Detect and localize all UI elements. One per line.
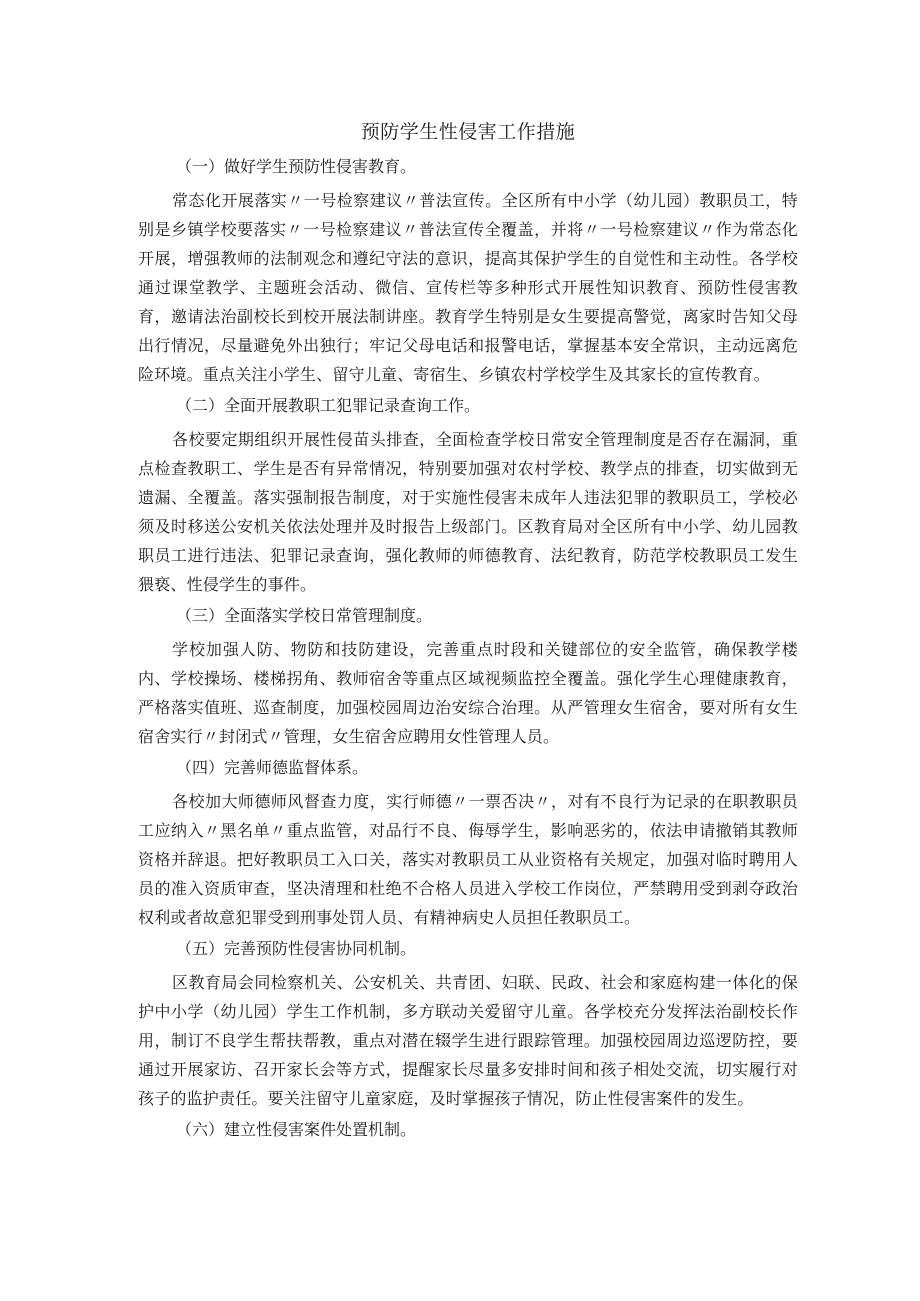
section-body: 常态化开展落实〃一号检察建议〃普法宣传。全区所有中小学（幼儿园）教职员工，特别是乡镇学校要落实〃一号检察建议〃普法宣传全覆盖，并将〃一号检察建议〃作为常态化开展，增强教师的法制观念和遵纪守法的意识，提高其保护学生的自觉性和主动性。各学校通过课堂教学、主题班会活动、微信、宣传栏等多种形式开展性知识教育、预防性侵害教育，邀请法治副校长到校开展法制讲座。教育学生特别是女生要提高警觉，离家时告知父母出行情况，尽量避免外出独行；牢记父母电话和报警电话，掌握基本安全常识，主动远离危险环境。重点关注小学生、留守儿童、寄宿生、乡镇农村学校学生及其家长的宣传教育。 (138, 191, 798, 384)
section-6 (138, 1117, 798, 1143)
section-heading: （四）完善师德监督体系。 (176, 758, 369, 777)
section-3 (138, 603, 798, 751)
section-1 (138, 154, 798, 389)
section-2 (138, 393, 798, 599)
section-body: 学校加强人防、物防和技防建设，完善重点时段和关键部位的安全监管，确保教学楼内、学校操场、楼梯拐角、教师宿舍等重点区域视频监控全覆盖。强化学生心理健康教育，严格落实值班、巡查制度，加强校园周边治安综合治理。从严管理女生宿舍，要对所有女生宿舍实行〃封闭式〃管理，女生宿舍应聘用女性管理人员。 (138, 640, 798, 746)
document-page (138, 118, 798, 1143)
section-body: 各校要定期组织开展性侵苗头排查，全面检查学校日常安全管理制度是否存在漏洞，重点检查教职工、学生是否有异常情况，特别要加强对农村学校、教学点的排查，切实做到无遗漏、全覆盖。落实强制报告制度，对于实施性侵害未成年人违法犯罪的教职员工，学校必须及时移送公安机关依法处理并及时报告上级部门。区教育局对全区所有中小学、幼儿园教职员工进行违法、犯罪记录查询，强化教师的师德教育、法纪教育，防范学校教职员工发生猥亵、性侵学生的事件。 (138, 430, 798, 594)
section-heading: （三）全面落实学校日常管理制度。 (176, 606, 433, 625)
section-heading: （五）完善预防性侵害协同机制。 (176, 939, 417, 958)
section-body: 区教育局会同检察机关、公安机关、共青团、妇联、民政、社会和家庭构建一体化的保护中小学（幼儿园）学生工作机制，多方联动关爱留守儿童。各学校充分发挥法治副校长作用，制订不良学生帮扶帮教，重点对潜在辍学生进行跟踪管理。加强校园周边巡逻防控，要通过开展家访、召开家长会等方式，提醒家长尽量多安排时间和孩子相处交流，切实履行对孩子的监护责任。要关注留守儿童家庭，及时掌握孩子情况，防止性侵害案件的发生。 (138, 973, 798, 1108)
section-4 (138, 755, 798, 932)
section-5 (138, 936, 798, 1113)
section-heading: （六）建立性侵害案件处置机制。 (176, 1120, 417, 1139)
section-heading: （二）全面开展教职工犯罪记录查询工作。 (176, 396, 481, 415)
section-heading: （一）做好学生预防性侵害教育。 (176, 157, 417, 176)
document-title: 预防学生性侵害工作措施 (360, 121, 576, 143)
section-body: 各校加大师德师风督查力度，实行师德〃一票否决〃，对有不良行为记录的在职教职员工应纳入〃黑名单〃重点监管，对品行不良、侮辱学生，影响恶劣的，依法申请撤销其教师资格并辞退。把好教职员工入口关，落实对教职员工从业资格有关规定，加强对临时聘用人员的准入资质审查，坚决清理和杜绝不合格人员进入学校工作岗位，严禁聘用受到剥夺政治权利或者故意犯罪受到刑事处罚人员、有精神病史人员担任教职员工。 (138, 792, 798, 927)
